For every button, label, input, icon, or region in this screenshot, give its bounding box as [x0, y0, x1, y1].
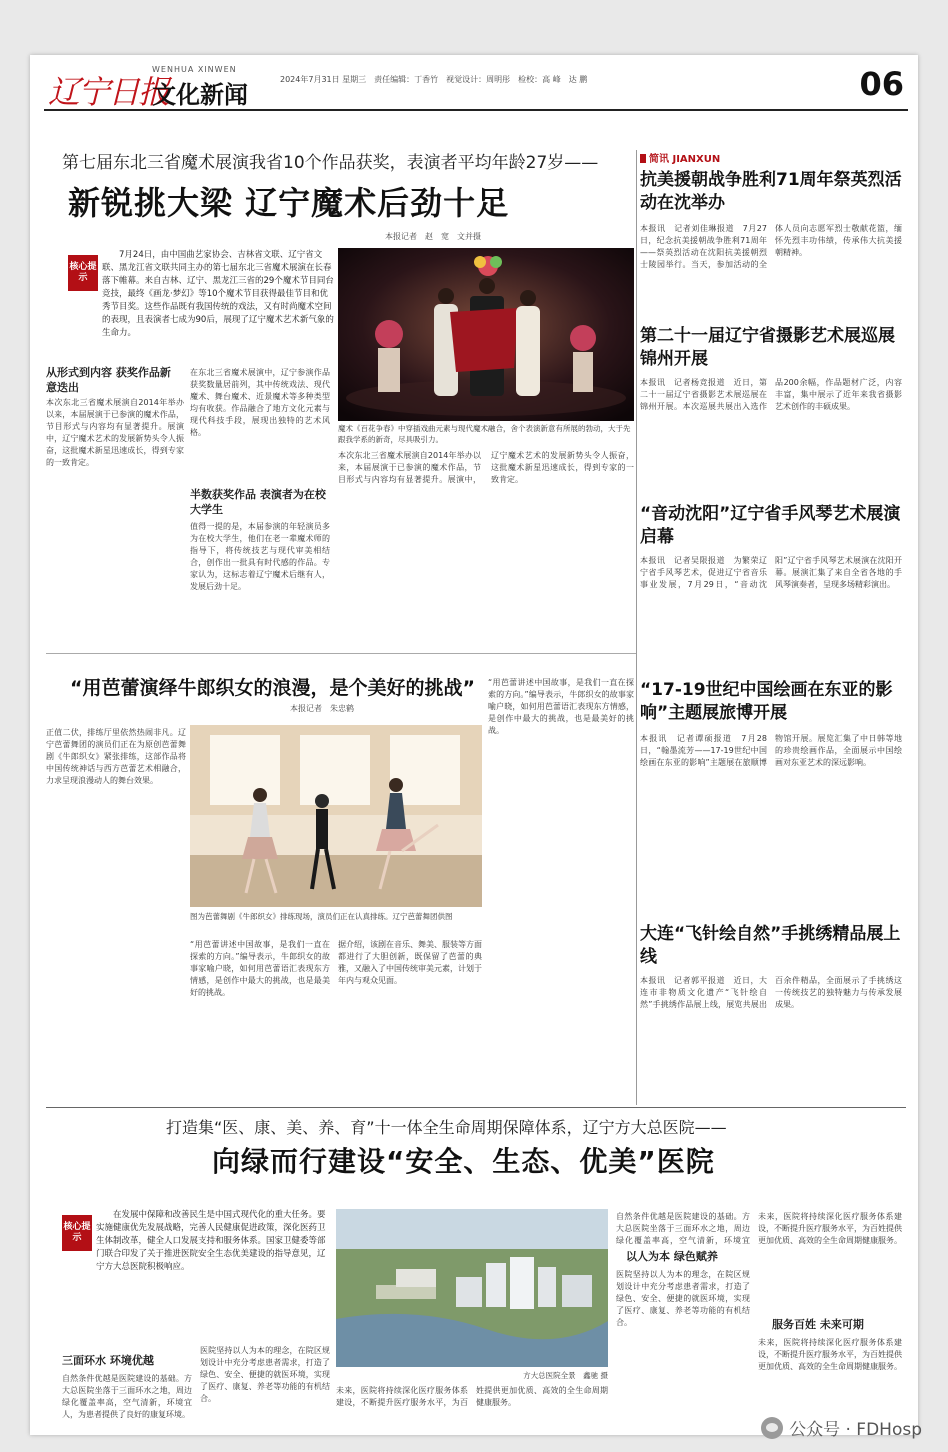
ballet-body-col1: 正值二伏，排练厅里依然热闹非凡。辽宁芭蕾舞团的演员们正在为原创芭蕾舞剧《牛郎织女》紧张排练，这部作品将中国传统神话与西方芭蕾艺术相融合，力求呈现浪漫动人的舞台效果。: [46, 728, 186, 785]
magic-photo-caption: 魔术《百花争春》中穿插戏曲元素与现代魔术融合，舍个表演新意有所展的勃动，大于先跟我学系的新奇，尽具吸引力。: [338, 424, 631, 444]
hospital-body-col6: 未来，医院将持续深化医疗服务体系建设，不断提升医疗服务水平，为百姓提供更加优质、高效的全生命周期健康服务。: [758, 1212, 902, 1245]
lead-body-col1: 本次东北三省魔术展演自2014年举办以来，本届展演于已参演的魔术作品，节目形式与内容均有显著提升。展演中，辽宁魔术艺术的发展新势头令人振奋，这批魔术新星迅速成长，得到专家的一致肯定。: [46, 398, 184, 467]
ballet-headline: “用芭蕾演绎牛郎织女的浪漫，是个美好的挑战”: [70, 677, 475, 699]
section-pinyin: WENHUA XINWEN: [152, 65, 237, 74]
hospital-body-col3: 未来，医院将持续深化医疗服务体系建设，不断提升医疗服务水平，为百姓提供更加优质、高效的全生命周期健康服务。: [336, 1386, 608, 1407]
column-rule: [636, 150, 637, 1105]
hospital-core-badge: 核心提示: [62, 1215, 92, 1251]
magic-show-photo: [338, 248, 634, 421]
watermark: [761, 1415, 922, 1440]
section-title: 文化新闻: [152, 81, 248, 109]
briefs-label: [640, 150, 720, 165]
lead-body-col2: 在东北三省魔术展演中，辽宁参演作品获奖数量居前列，其中传统戏法、现代魔术、舞台魔术、近景魔术等多种类型均有收获。作品融合了地方文化元素与现代科技手段，展现出独特的艺术风格。: [190, 368, 330, 437]
ballet-body-col3: 据介绍，该剧在音乐、舞美、服装等方面都进行了大胆创新，既保留了芭蕾的典雅，又融入了中国传统审美元素，计划于年内与观众见面。: [338, 940, 482, 985]
masthead: [44, 63, 908, 111]
divider: [46, 653, 636, 654]
lead-kicker: 第七届东北三省魔术展演我省10个作品获奖，表演者平均年龄27岁——: [62, 153, 599, 173]
hospital-body-col1: 自然条件优越是医院建设的基础。方大总医院坐落于三面环水之地，周边绿化覆盖率高，空气清新，环境宜人，为患者提供了良好的康复环境。: [62, 1374, 192, 1419]
page-number: 06: [859, 65, 904, 103]
ballet-rehearsal-photo: [190, 725, 482, 907]
hospital-body-col7: 未来，医院将持续深化医疗服务体系建设，不断提升医疗服务水平，为百姓提供更加优质、高效的全生命周期健康服务。: [758, 1338, 902, 1371]
brief-headline-3: “音动沈阳”辽宁省手风琴艺术展演启幕: [640, 504, 901, 547]
lead-subhead-2: 半数获奖作品 表演者为在校大学生: [190, 488, 326, 516]
lead-body-col4: 本次东北三省魔术展演自2014年举办以来，本届展演于已参演的魔术作品，节目形式与内容均有显著提升。展演中，辽宁魔术艺术的发展新势头令人振奋，这批魔术新星迅速成长，得到专家的一致肯定。: [338, 451, 634, 484]
ballet-byline: 本报记者 朱忠鹤: [290, 704, 354, 713]
hospital-subhead-3: 服务百姓 未来可期: [772, 1318, 864, 1331]
hospital-subhead-1: 三面环水 环境优越: [62, 1354, 154, 1367]
brief-body-4: 本报讯 记者谭硕报道 7月28日，“翰墨流芳——17-19世纪中国绘画在东亚的影响”主题展在旅顺博物馆开展。展览汇集了中日韩等地的珍贵绘画作品，全面展示中国绘画对东亚艺术的深远影响。: [640, 734, 902, 767]
lead-subhead-1: 从形式到内容 获奖作品新意迭出: [46, 366, 171, 394]
lead-summary: 7月24日，由中国曲艺家协会、吉林省文联、辽宁省文联、黑龙江省文联共同主办的第七届东北三省魔术展演在长春落下帷幕。来自吉林、辽宁、黑龙江三省的29个魔术节目同台竞技，最终《画龙·梦幻》等10个魔术节目获得最佳节目和优秀节目奖。这些作品既有我国传统的戏法，又有时尚魔术空间的表现，且表演者七成为90后，展现了辽宁魔术艺术新气象的生命力。: [102, 250, 334, 338]
ballet-photo-caption: 图为芭蕾舞剧《牛郎织女》排练现场，演员们正在认真排练。辽宁芭蕾舞团供图: [190, 912, 453, 921]
lead-byline: 本报记者 赵 宽 文并摄: [385, 232, 481, 241]
wechat-icon: [761, 1417, 783, 1439]
newspaper-logo: 辽宁日报: [48, 73, 169, 111]
hospital-kicker: 打造集“医、康、美、养、育”十一体全生命周期保障体系，辽宁方大总医院——: [166, 1118, 727, 1137]
hospital-body-col5: 医院坚持以人为本的理念，在院区规划设计中充分考虑患者需求，打造了绿色、安全、便捷的就医环境，实现了医疗、康复、养老等功能的有机结合。: [616, 1270, 750, 1327]
ballet-body-col4: “用芭蕾讲述中国故事，是我们一直在探索的方向。”编导表示，牛郎织女的故事家喻户晓，如何用芭蕾语汇表现东方情感，是创作中最大的挑战，也是最美好的挑战。: [488, 678, 634, 735]
watermark-text: 公众号 · FDHosp: [789, 1420, 922, 1440]
hospital-aerial-photo: [336, 1209, 608, 1367]
brief-body-2: 本报讯 记者杨竞报道 近日，第二十一届辽宁省摄影艺术展巡展在锦州开展。本次巡展共展出入选作品200余幅，作品题材广泛，内容丰富，集中展示了近年来我省摄影艺术创作的丰硕成果。: [640, 378, 902, 411]
brief-headline-4: “17-19世纪中国绘画在东亚的影响”主题展旅博开展: [640, 680, 893, 723]
ballet-body-col2: “用芭蕾讲述中国故事，是我们一直在探索的方向。”编导表示，牛郎织女的故事家喻户晓，如何用芭蕾语汇表现东方情感，是创作中最大的挑战，也是最美好的挑战。: [190, 940, 330, 997]
divider: [46, 1107, 906, 1108]
issue-info: 2024年7月31日 星期三 责任编辑：丁香竹 视觉设计：周明彤 检校：高 峰 达 鹏: [280, 75, 588, 84]
hospital-body-col2: 医院坚持以人为本的理念，在院区规划设计中充分考虑患者需求，打造了绿色、安全、便捷的就医环境，实现了医疗、康复、养老等功能的有机结合。: [200, 1346, 330, 1403]
lead-body-col3: 值得一提的是，本届参演的年轻演员多为在校大学生，他们在老一辈魔术师的指导下，将传统技艺与现代审美相结合，创作出一批具有时代感的作品。专家认为，这标志着辽宁魔术后继有人，发展后劲十足。: [190, 522, 330, 591]
brief-body-1: 本报讯 记者刘佳琳报道 7月27日，纪念抗美援朝战争胜利71周年——祭英烈活动在沈阳抗美援朝烈士陵园举行。当天，参加活动的全体人员向志愿军烈士敬献花篮，缅怀先烈丰功伟绩，传承伟大抗美援朝精神。: [640, 224, 902, 269]
hospital-summary: 在发展中保障和改善民生是中国式现代化的重大任务。要实施健康优先发展战略，完善人民健康促进政策，深化医药卫生体制改革，健全人口发展支持和服务体系。国家卫健委等部门联合印发了关于推进医院安全生态优美建设的指导意见，辽宁方大总医院积极响应。: [96, 1210, 326, 1272]
hospital-subhead-2: 以人为本 绿色赋养: [626, 1250, 718, 1263]
hospital-body-col4: 自然条件优越是医院建设的基础。方大总医院坐落于三面环水之地，周边绿化覆盖率高，空气清新，环境宜: [616, 1212, 750, 1245]
brief-headline-5: 大连“飞针绘自然”手挑绣精品展上线: [640, 924, 901, 967]
briefs-label-text: 简讯 JIANXUN: [649, 154, 721, 165]
brief-headline-2: 第二十一届辽宁省摄影艺术展巡展锦州开展: [640, 326, 895, 369]
newspaper-page: [30, 55, 918, 1435]
red-block-icon: [640, 154, 646, 163]
hospital-headline: 向绿而行建设“安全、生态、优美”医院: [212, 1145, 715, 1178]
brief-headline-1: 抗美援朝战争胜利71周年祭英烈活动在沈举办: [640, 170, 902, 213]
lead-headline: 新锐挑大梁 辽宁魔术后劲十足: [68, 184, 510, 222]
lead-core-badge: 核心提示: [68, 255, 98, 291]
hospital-photo-credit: 方大总医院全景 鑫驰 摄: [523, 1371, 608, 1380]
brief-body-5: 本报讯 记者郭平报道 近日，大连市非物质文化遗产“飞针绘自然”手挑绣作品展上线，展览共展出百余件精品，全面展示了手挑绣这一传统技艺的独特魅力与传承发展成果。: [640, 976, 902, 1009]
brief-body-3: 本报讯 记者吴限报道 为繁荣辽宁省手风琴艺术，促进辽宁省音乐事业发展，7月29日，“音动沈阳”辽宁省手风琴艺术展演在沈阳开幕。展演汇集了来自全省各地的手风琴演奏者，呈现多场精彩演出。: [640, 556, 902, 589]
